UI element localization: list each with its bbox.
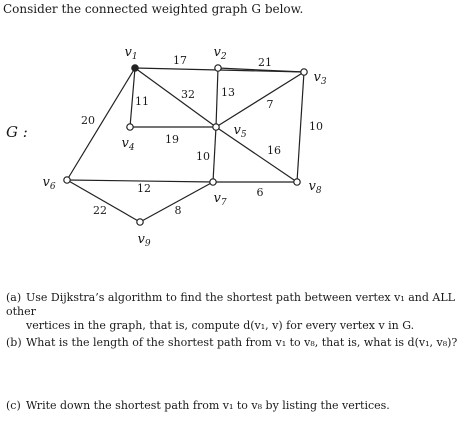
vertex-label-v6: $v_6$: [42, 175, 56, 192]
edge-weight-v1-v5: 32: [181, 88, 195, 101]
edge-weight-v7-v8: 6: [256, 186, 264, 199]
edge-weight-v4-v5: 19: [165, 133, 179, 146]
vertex-label-v8: $v_8$: [308, 179, 322, 196]
vertex-v8: [294, 179, 300, 185]
vertex-v5: [213, 124, 219, 130]
edge-v5-v8: [216, 127, 297, 182]
edge-weight-v5-v8: 16: [267, 144, 281, 157]
edge-v3-v8: [297, 72, 304, 182]
graph-figure: [0, 40, 474, 255]
vertex-label-v9: $v_9$: [137, 232, 151, 249]
edge-weight-v7-v9: 8: [174, 204, 182, 217]
edge-weight-v6-v9: 22: [93, 204, 107, 217]
question-c-line1: Write down the shortest path from v₁ to v₈ by listing the vertices.: [26, 399, 390, 412]
edge-weight-v1-v4: 11: [135, 95, 149, 108]
vertex-label-v3: $v_3$: [313, 70, 327, 87]
question-c-tag: (c): [6, 399, 21, 412]
question-b: [6, 336, 468, 350]
question-a-line2: vertices in the graph, that is, compute d(v₁, v) for every vertex v in G.: [26, 319, 415, 332]
edge-weight-v3-v5: 7: [266, 98, 274, 111]
edge-v5-v7: [213, 127, 216, 182]
vertex-label-v1: $v_1$: [124, 45, 138, 62]
edge-weight-v2-v3: 21: [258, 56, 272, 69]
vertex-v3: [301, 69, 307, 75]
edge-v1-v6: [67, 68, 135, 180]
vertex-label-v2: $v_2$: [213, 45, 227, 62]
edge-weight-v2-v5: 13: [221, 86, 235, 99]
question-a: [6, 291, 468, 333]
edge-weight-v5-v7: 10: [196, 150, 210, 163]
question-b-line1: What is the length of the shortest path from v₁ to v₈, that is, what is d(v₁, v₈)?: [26, 336, 458, 349]
vertex-v4: [127, 124, 133, 130]
edge-v2-v5: [216, 68, 218, 127]
graph-name-label: G :: [6, 123, 28, 141]
edge-weight-v3-v8: 10: [309, 120, 323, 133]
vertex-v6: [64, 177, 70, 183]
vertex-v2: [215, 65, 221, 71]
question-b-tag: (b): [6, 336, 22, 349]
edge-weight-v1-v6: 20: [81, 114, 95, 127]
question-a-tag: (a): [6, 291, 22, 304]
weights-layer: [81, 54, 323, 217]
vertex-label-v5: $v_5$: [233, 123, 247, 140]
vertex-label-v4: $v_4$: [121, 136, 135, 153]
vertex-v7: [210, 179, 216, 185]
edge-weight-v1-v3: 17: [173, 54, 187, 67]
edge-v3-v5: [216, 72, 304, 127]
vertex-v9: [137, 219, 143, 225]
vertex-v1: [132, 65, 138, 71]
vertex-label-v7: $v_7$: [213, 191, 227, 208]
question-c: [6, 399, 468, 413]
edge-weight-v6-v7: 12: [137, 182, 151, 195]
question-a-line1: Use Dijkstra’s algorithm to find the shortest path between vertex v₁ and ALL other: [6, 291, 455, 318]
intro-text: Consider the connected weighted graph G below.: [3, 2, 304, 16]
vertex-labels-layer: [42, 45, 326, 249]
